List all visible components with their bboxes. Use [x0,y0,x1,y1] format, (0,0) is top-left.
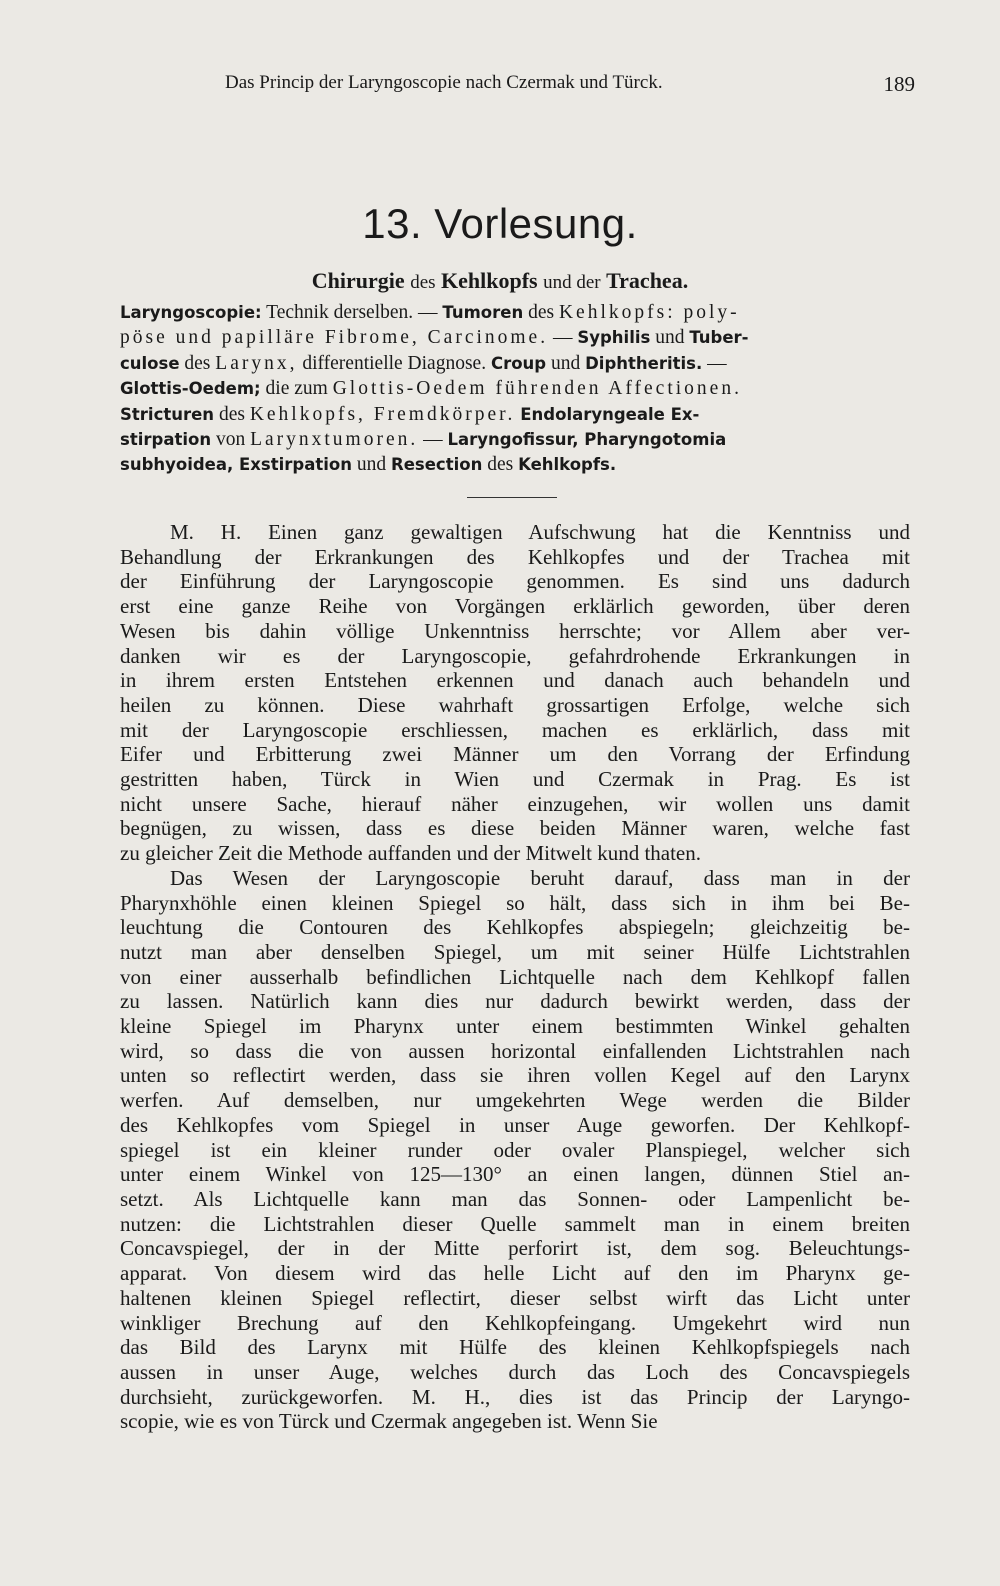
subtitle-part: Kehlkopfs [441,268,538,293]
summary-line [120,452,910,477]
summary-segment: Syphilis [577,328,651,348]
body-line: in ihrem ersten Entstehen erkennen und danach auch behandeln und [120,668,910,693]
summary-segment: Glottis-Oedem führenden Affectionen. [332,378,742,400]
body-line: mit der Laryngoscopie erschliessen, machen es erklärlich, dass mit [120,717,910,742]
summary-segment: — [548,327,578,349]
body-line: unten so reflectirt werden, dass sie ihren vollen Kegel auf den Larynx [120,1063,910,1088]
body-line: danken wir es der Laryngoscopie, gefahrdrohende Erkrankungen in [120,643,910,668]
summary-segment: Laryngofissur, Pharyngotomia [447,430,727,450]
summary-segment: stirpation [120,430,212,450]
body-text [120,520,910,1434]
summary-segment: Diphtheritis. [585,353,703,373]
summary-segment: die zum [260,378,333,400]
body-line: unter einem Winkel von 125—130° an einen langen, dünnen Stiel an- [120,1162,910,1187]
body-line: leuchtung die Contouren des Kehlkopfes abspiegeln; gleichzeitig be- [120,915,910,940]
summary-segment: differentielle Diagnose. [297,352,491,374]
body-line: Wesen bis dahin völlige Unkenntniss herrschte; vor Allem aber ver- [120,618,910,643]
running-head-title: Das Princip der Laryngoscopie nach Czermak und Türck. [225,72,663,93]
body-line: nicht unsere Sache, hierauf näher einzugehen, wir wollen uns damit [120,791,910,816]
body-line: werfen. Auf demselben, nur umgekehrten Wege werden die Bilder [120,1088,910,1113]
body-line: begnügen, zu wissen, dass es diese beiden Männer waren, welche fast [120,816,910,841]
summary-segment: des [523,302,559,323]
summary-segment: Larynx, [215,352,298,374]
body-line: Behandlung der Erkrankungen des Kehlkopfes und der Trachea mit [120,544,910,569]
summary-segment: und [546,352,586,374]
summary-segment: subhyoidea, Exstirpation [120,455,353,475]
summary-segment: und [650,327,690,349]
summary-segment: — [702,352,727,374]
subtitle-part: Chirurgie [311,268,405,293]
summary-segment: — [418,429,448,451]
summary-segment: und [352,454,392,476]
summary-segment: Kehlkopfs: poly- [558,302,740,323]
body-line: Das Wesen der Laryngoscopie beruht darauf, dass man in der [170,865,910,890]
page-number: 189 [883,72,915,96]
body-line: das Bild des Larynx mit Hülfe des kleinen Kehlkopfspiegels nach [120,1335,910,1360]
summary-line [120,427,910,452]
body-line: aussen in unser Auge, welches durch das Loch des Concavspiegels [120,1359,910,1384]
body-line: scopie, wie es von Türck und Czermak angegeben ist. Wenn Sie [120,1409,658,1434]
lecture-subtitle [0,268,1000,294]
summary-segment: Technik derselben. — [261,302,443,323]
body-line: durchsieht, zurückgeworfen. M. H., dies ist das Princip der Laryngo- [120,1384,910,1409]
subtitle-part: und der [543,272,601,293]
body-line: apparat. Von diesem wird das helle Licht auf den im Pharynx ge- [120,1261,910,1286]
summary-segment: Kehlkopfs, Fremdkörper. [249,403,516,425]
chapter-summary [120,300,910,478]
body-line: von einer ausserhalb befindlichen Lichtquelle nach dem Kehlkopf fallen [120,964,910,989]
lecture-title: 13. Vorlesung. [362,200,638,247]
body-line: nutzt man aber denselben Spiegel, um mit seiner Hülfe Lichtstrahlen [120,939,910,964]
summary-segment: Endolaryngeale Ex- [520,404,700,424]
summary-segment: Croup [490,353,547,373]
summary-line [120,300,910,325]
body-line: Pharynxhöhle einen kleinen Spiegel so hält, dass sich in ihm bei Be- [120,890,910,915]
body-line: der Einführung der Laryngoscopie genommen. Es sind uns dadurch [120,569,910,594]
body-line: kleine Spiegel im Pharynx unter einem bestimmten Winkel gehalten [120,1014,910,1039]
subtitle-part: des [410,272,436,293]
body-line: Eifer und Erbitterung zwei Männer um den Vorrang der Erfindung [120,742,910,767]
summary-segment: culose [120,353,180,373]
summary-segment: Resection [391,455,483,475]
summary-line [120,351,910,376]
body-line: haltenen kleinen Spiegel reflectirt, dieser selbst wirft das Licht unter [120,1285,910,1310]
body-line: nutzen: die Lichtstrahlen dieser Quelle sammelt man in einem breiten [120,1211,910,1236]
summary-segment: Stricturen [120,404,215,424]
summary-segment: Tumoren [442,303,524,322]
summary-segment: Kehlkopfs. [518,455,617,475]
summary-segment: des [482,454,519,476]
body-line: des Kehlkopfes vom Spiegel in unser Auge geworfen. Der Kehlkopf- [120,1112,910,1137]
summary-segment: des [214,403,250,425]
summary-segment: Larynxtumoren. [250,429,419,451]
summary-line [120,325,910,350]
body-line: Concavspiegel, der in der Mitte perforirt ist, dem sog. Beleuchtungs- [120,1236,910,1261]
body-line: erst eine ganze Reihe von Vorgängen erklärlich geworden, über deren [120,594,910,619]
body-line: winkliger Brechung auf den Kehlkopfeingang. Umgekehrt wird nun [120,1310,910,1335]
summary-line [120,402,910,427]
summary-line [120,376,910,401]
body-line: spiegel ist ein kleiner runder oder ovaler Planspiegel, welcher sich [120,1137,910,1162]
summary-segment: des [179,352,216,374]
divider-rule [467,497,557,498]
body-line: setzt. Als Lichtquelle kann man das Sonnen- oder Lampenlicht be- [120,1186,910,1211]
summary-segment: von [211,429,251,451]
summary-segment: Laryngoscopie: [120,303,262,322]
body-line: gestritten haben, Türck in Wien und Czermak in Prag. Es ist [120,767,910,792]
body-line: heilen zu können. Diese wahrhaft grossartigen Erfolge, welche sich [120,692,910,717]
summary-segment: Glottis-Oedem; [120,379,261,399]
subtitle-part: Trachea. [606,268,689,293]
summary-segment: Tuber- [689,328,749,348]
body-line: wird, so dass die von aussen horizontal einfallenden Lichtstrahlen nach [120,1038,910,1063]
body-line: zu lassen. Natürlich kann dies nur dadurch bewirkt werden, dass der [120,989,910,1014]
body-line: zu gleicher Zeit die Methode auffanden und der Mitwelt kund thaten. [120,841,702,866]
summary-segment: pöse und papilläre Fibrome, Carcinome. [120,327,549,349]
body-line: M. H. Einen ganz gewaltigen Aufschwung hat die Kenntniss und [170,520,910,544]
